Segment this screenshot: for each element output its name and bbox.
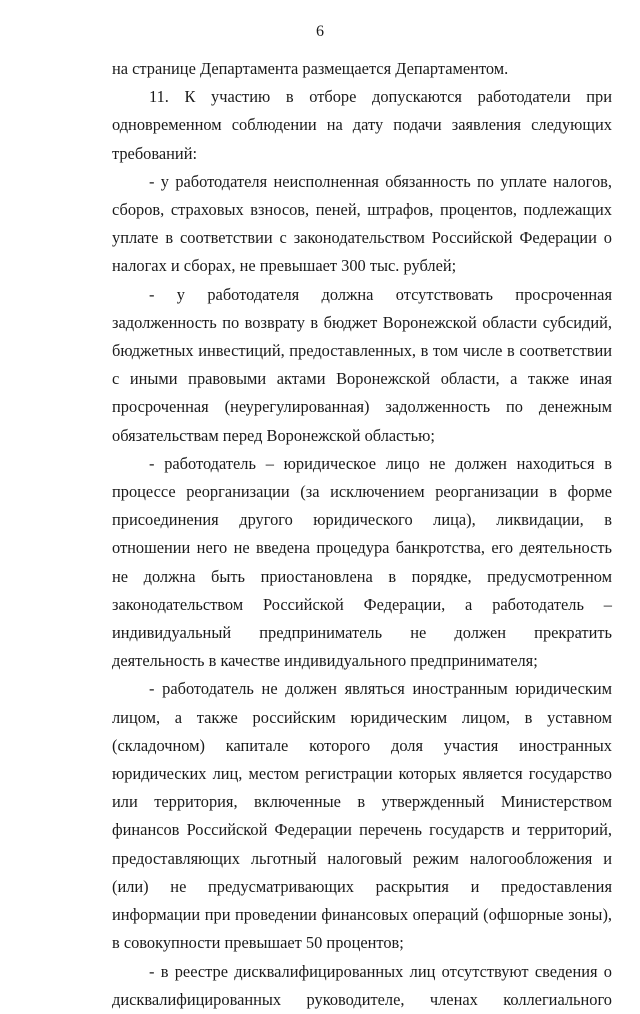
paragraph-requirement-foreign-entity: - работодатель не должен являться иностранным юридическим лицом, а также российским юридическим лицом, в уставном (складочном) капитале которого доля участия иностранных юридических лиц, местом регистрации которых является государство или территория, включенные в утвержденный Министерством финансов Российской Федерации перечень государств и территорий, предоставляющих льготный налоговый режим налогообложения и (или) не предусматривающих раскрытия и предоставления информации при проведении финансовых операций (офшорные зоны), в совокупности превышает 50 процентов; [112,679,612,953]
paragraph-requirement-taxes: - у работодателя неисполненная обязанность по уплате налогов, сборов, страховых взносов, пеней, штрафов, процентов, подлежащих уплате в соответствии с законодательством Российской Федерации о налогах и сборах, не превышает 300 тыс. рублей; [112,171,612,276]
paragraph-requirement-disqualified: - в реестре дисквалифицированных лиц отсутствуют сведения о дисквалифицированных руководителе, членах коллегиального [112,961,612,1009]
page-number: 6 [316,23,324,40]
paragraph-clause-11: 11. К участию в отборе допускаются работодатели при одновременном соблюдении на дату подачи заявления следующих требований: [112,87,612,163]
paragraph-requirement-reorganization: - работодатель – юридическое лицо не должен находиться в процессе реорганизации (за исключением реорганизации в форме присоединения другого юридического лица), ликвидации, в отношении него не введена процедура банкротства, его деятельность не должна быть приостановлена в порядке, предусмотренном законодательством Российской Федерации, а работодатель – индивидуальный предприниматель не должен прекратить деятельность в качестве индивидуального предпринимателя; [112,453,612,671]
document-body [112,55,612,1014]
paragraph-requirement-debt: - у работодателя должна отсутствовать просроченная задолженность по возврату в бюджет Воронежской области субсидий, бюджетных инвестиций, предоставленных, в том числе в соответствии с иными правовыми актами Воронежской области, а также иная просроченная (неурегулированная) задолженность по денежным обязательствам перед Воронежской областью; [112,284,612,445]
paragraph-continuation: на странице Департамента размещается Департаментом. [112,59,509,78]
